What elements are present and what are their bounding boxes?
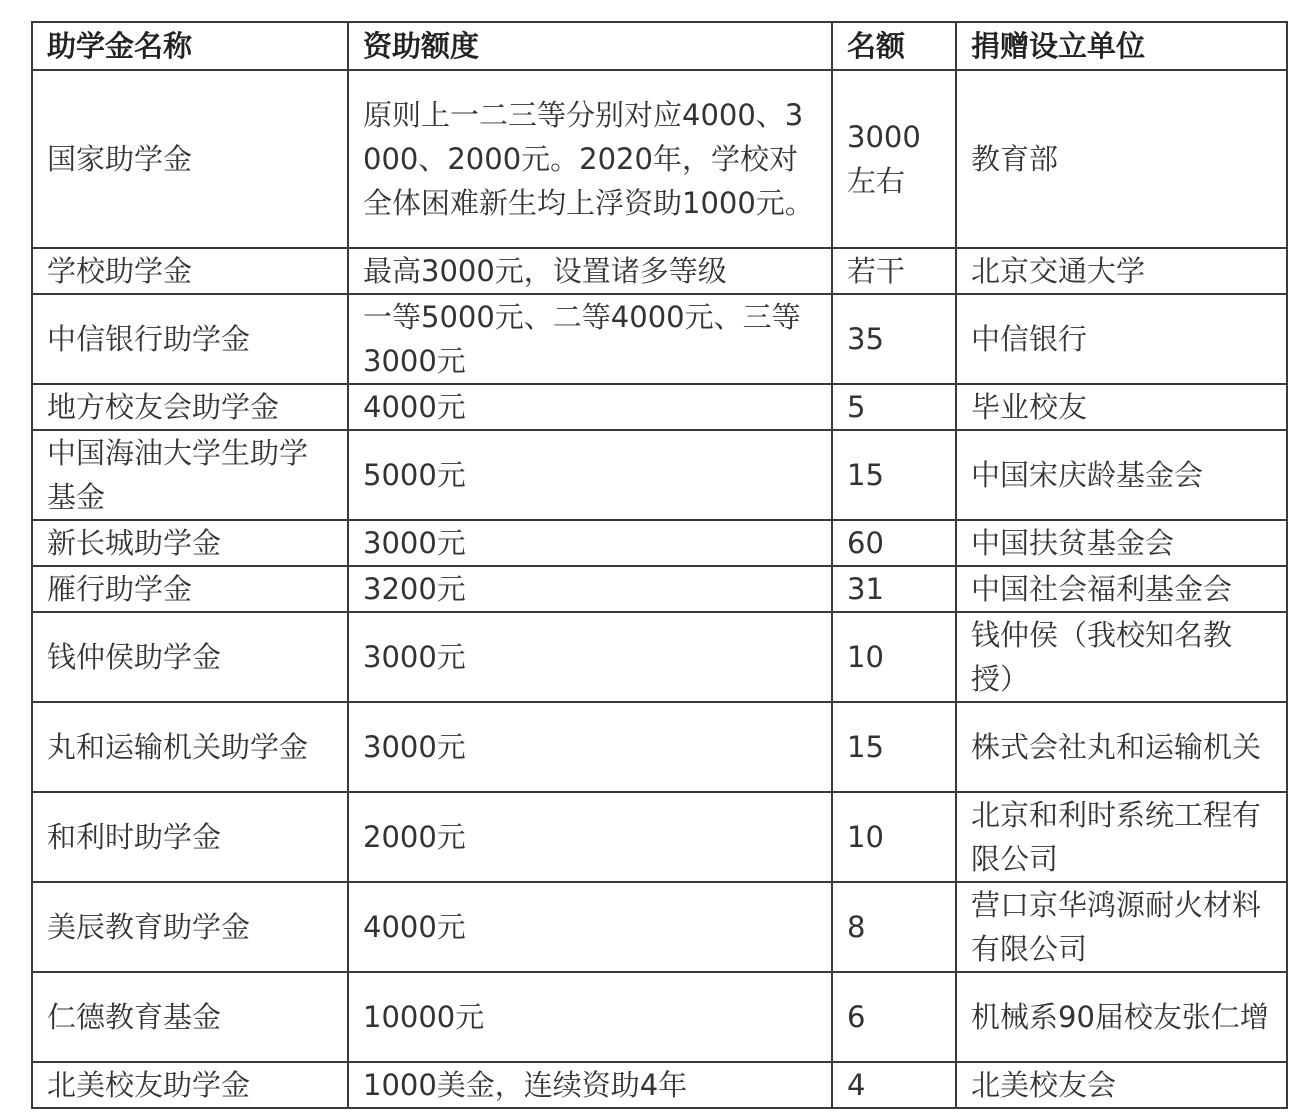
table-row	[32, 520, 1287, 566]
header-donor: 捐赠设立单位	[956, 22, 1287, 70]
cell-amount: 5000元	[348, 430, 832, 520]
cell-donor: 株式会社丸和运输机关	[956, 702, 1287, 792]
table-row	[32, 430, 1287, 520]
cell-quota: 5	[832, 384, 956, 430]
cell-donor: 北京交通大学	[956, 248, 1287, 294]
cell-quota: 15	[832, 430, 956, 520]
cell-amount: 2000元	[348, 792, 832, 882]
table-row	[32, 792, 1287, 882]
cell-grant-name: 仁德教育基金	[32, 972, 348, 1062]
table-row	[32, 294, 1287, 384]
cell-quota: 3000左右	[832, 70, 956, 248]
header-quota: 名额	[832, 22, 956, 70]
cell-grant-name: 新长城助学金	[32, 520, 348, 566]
cell-quota: 35	[832, 294, 956, 384]
cell-donor: 北京和利时系统工程有限公司	[956, 792, 1287, 882]
cell-grant-name: 学校助学金	[32, 248, 348, 294]
table-row	[32, 70, 1287, 248]
cell-quota: 8	[832, 882, 956, 972]
table-row	[32, 1062, 1287, 1108]
header-grant-name: 助学金名称	[32, 22, 348, 70]
header-amount: 资助额度	[348, 22, 832, 70]
cell-grant-name: 钱仲侯助学金	[32, 612, 348, 702]
cell-amount: 1000美金，连续资助4年	[348, 1062, 832, 1108]
table-row	[32, 566, 1287, 612]
cell-quota: 6	[832, 972, 956, 1062]
cell-quota: 15	[832, 702, 956, 792]
cell-donor: 北美校友会	[956, 1062, 1287, 1108]
cell-amount: 3000元	[348, 520, 832, 566]
cell-grant-name: 中国海油大学生助学基金	[32, 430, 348, 520]
cell-amount: 3000元	[348, 702, 832, 792]
table-row	[32, 248, 1287, 294]
cell-grant-name: 地方校友会助学金	[32, 384, 348, 430]
table-row	[32, 702, 1287, 792]
cell-donor: 中信银行	[956, 294, 1287, 384]
cell-donor: 中国扶贫基金会	[956, 520, 1287, 566]
cell-donor: 中国社会福利基金会	[956, 566, 1287, 612]
table-row	[32, 384, 1287, 430]
cell-donor: 毕业校友	[956, 384, 1287, 430]
cell-grant-name: 北美校友助学金	[32, 1062, 348, 1108]
cell-donor: 中国宋庆龄基金会	[956, 430, 1287, 520]
cell-donor: 营口京华鸿源耐火材料有限公司	[956, 882, 1287, 972]
cell-amount: 10000元	[348, 972, 832, 1062]
cell-amount: 3200元	[348, 566, 832, 612]
cell-quota: 60	[832, 520, 956, 566]
table-row	[32, 882, 1287, 972]
cell-quota: 10	[832, 792, 956, 882]
cell-grant-name: 丸和运输机关助学金	[32, 702, 348, 792]
cell-grant-name: 中信银行助学金	[32, 294, 348, 384]
cell-quota: 31	[832, 566, 956, 612]
cell-amount: 3000元	[348, 612, 832, 702]
cell-quota: 若干	[832, 248, 956, 294]
cell-grant-name: 美辰教育助学金	[32, 882, 348, 972]
scholarship-table	[31, 21, 1288, 1109]
cell-amount: 4000元	[348, 882, 832, 972]
cell-grant-name: 雁行助学金	[32, 566, 348, 612]
cell-grant-name: 和利时助学金	[32, 792, 348, 882]
cell-donor: 机械系90届校友张仁增	[956, 972, 1287, 1062]
cell-amount: 4000元	[348, 384, 832, 430]
cell-amount: 原则上一二三等分别对应4000、3000、2000元。2020年，学校对全体困难新生均上浮资助1000元。	[348, 70, 832, 248]
cell-quota: 10	[832, 612, 956, 702]
cell-quota: 4	[832, 1062, 956, 1108]
cell-grant-name: 国家助学金	[32, 70, 348, 248]
cell-amount: 最高3000元，设置诸多等级	[348, 248, 832, 294]
cell-donor: 教育部	[956, 70, 1287, 248]
cell-amount: 一等5000元、二等4000元、三等3000元	[348, 294, 832, 384]
table-row	[32, 972, 1287, 1062]
cell-donor: 钱仲侯（我校知名教授）	[956, 612, 1287, 702]
table-header-row	[32, 22, 1287, 70]
table-row	[32, 612, 1287, 702]
